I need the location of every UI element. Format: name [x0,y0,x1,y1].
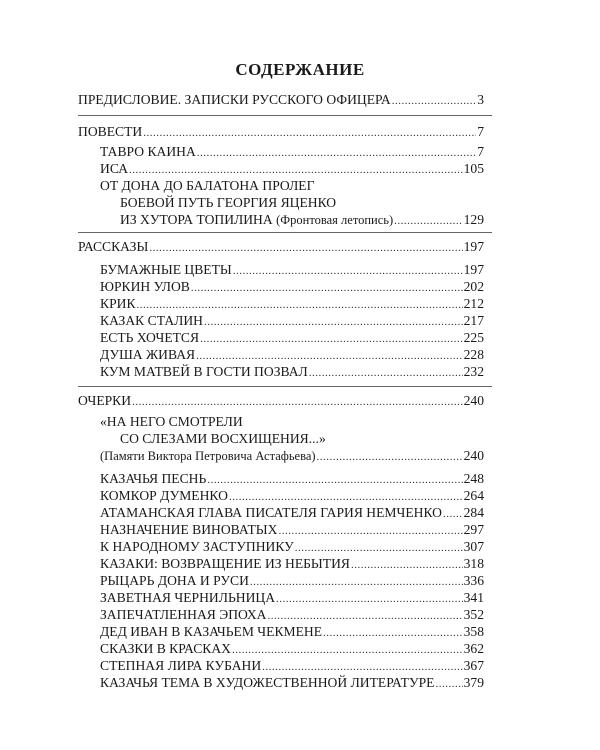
leader-dots [196,348,463,364]
toc-section-title: ПОВЕСТИ [78,124,143,139]
toc-section-ocherki [78,393,484,410]
toc-entry-page: 362 [463,641,484,656]
toc-entry-title: БУМАЖНЫЕ ЦВЕТЫ [100,262,232,277]
toc-entry-page: 379 [463,675,484,690]
toc-entry-title: КАЗАЧЬЯ ПЕСНЬ [100,471,207,486]
toc-entry-title: КРИК [100,296,136,311]
toc-entry-title: ЗАПЕЧАТЛЕННАЯ ЭПОХА [100,607,267,622]
toc-entry [100,539,484,556]
leader-dots [295,540,463,556]
toc-entry-page: 352 [463,607,484,622]
toc-entry-page: 225 [463,330,484,345]
leader-dots [229,489,463,505]
toc-entry-preface [78,92,484,109]
toc-entry [100,296,484,313]
leader-dots [392,93,477,109]
toc-entry-title: КОМКОР ДУМЕНКО [100,488,228,503]
toc-entry-title: АТАМАНСКАЯ ГЛАВА ПИСАТЕЛЯ ГАРИЯ НЕМЧЕНКО [100,505,443,520]
toc-entry-title: ЗАВЕТНАЯ ЧЕРНИЛЬНИЦА [100,590,276,605]
toc-entry-page: 232 [463,364,484,379]
toc-entry-line: ОТ ДОНА ДО БАЛАТОНА ПРОЛЕГ [100,178,315,193]
toc-entry [100,347,484,364]
leader-dots [394,213,462,229]
toc-entry-page: 3 [477,92,484,107]
toc-entry [100,313,484,330]
leader-dots [143,125,476,141]
leader-dots [207,472,462,488]
leader-dots [137,297,463,313]
leader-dots [233,263,463,279]
toc-entry-title: КАЗАЧЬЯ ТЕМА В ХУДОЖЕСТВЕННОЙ ЛИТЕРАТУРЕ [100,675,435,690]
leader-dots [267,608,462,624]
toc-entry-title: ПРЕДИСЛОВИЕ. ЗАПИСКИ РУССКОГО ОФИЦЕРА [78,92,391,107]
leader-dots [200,331,463,347]
toc-entry-title [120,212,393,228]
toc-entry [100,590,484,607]
toc-entry [100,488,484,505]
toc-entry-line: СО СЛЕЗАМИ ВОСХИЩЕНИЯ...» [120,431,326,446]
toc-entry-title-main: ИЗ ХУТОРА ТОПИЛИНА [120,212,277,227]
toc-entry [100,364,484,381]
toc-entry [100,522,484,539]
toc-entry-title: РЫЦАРЬ ДОНА И РУСИ [100,573,249,588]
toc-entry [100,505,484,522]
toc-entry-title: КУМ МАТВЕЙ В ГОСТИ ПОЗВАЛ [100,364,308,379]
toc-entry [100,624,484,641]
leader-dots [309,365,463,381]
leader-dots [278,523,462,539]
leader-dots [351,557,463,573]
leader-dots [197,145,476,161]
leader-dots [323,625,463,641]
toc-entry-title: ДУША ЖИВАЯ [100,347,196,362]
leader-dots [317,449,463,465]
leader-dots [435,676,462,692]
toc-entry-page: 284 [463,505,484,520]
toc-section-title: ОЧЕРКИ [78,393,132,408]
toc-entry-page: 248 [463,471,484,486]
toc-entry-page: 297 [463,522,484,537]
toc-section-page: 240 [463,393,484,408]
section-divider [78,115,492,116]
toc-entry [100,573,484,590]
toc-entry [100,144,484,161]
toc-section-povesti [78,124,484,141]
toc-section-page: 7 [477,124,484,139]
toc-entry [100,607,484,624]
toc-entry-title: НАЗНАЧЕНИЕ ВИНОВАТЫХ [100,522,278,537]
toc-entry-title: ЮРКИН УЛОВ [100,279,190,294]
toc-entry [100,448,484,465]
toc-entry-page: 264 [463,488,484,503]
toc-entry-title: ЕСТЬ ХОЧЕТСЯ [100,330,200,345]
toc-entry-page: 341 [463,590,484,605]
leader-dots [443,506,463,522]
toc-entry [100,279,484,296]
toc-entry-note: (Фронтовая летопись) [276,213,394,227]
page-title: СОДЕРЖАНИЕ [235,60,365,79]
toc-entry-title: СКАЗКИ В КРАСКАХ [100,641,231,656]
toc-entry-page: 7 [477,144,484,159]
toc-section-rasskazy [78,239,484,256]
toc-entry-title: ДЕД ИВАН В КАЗАЧЬЕМ ЧЕКМЕНЕ [100,624,323,639]
toc-entry-page: 202 [463,279,484,294]
toc-entry [120,212,484,229]
toc-entry [100,675,484,692]
toc-entry-title: СТЕПНАЯ ЛИРА КУБАНИ [100,658,262,673]
toc-entry-line: «НА НЕГО СМОТРЕЛИ [100,414,243,429]
leader-dots [204,314,463,330]
toc-entry [100,556,484,573]
toc-entry [100,330,484,347]
toc-entry [100,262,484,279]
toc-entry-title: КАЗАКИ: ВОЗВРАЩЕНИЕ ИЗ НЕБЫТИЯ [100,556,350,571]
leader-dots [129,162,463,178]
toc-entry-line: БОЕВОЙ ПУТЬ ГЕОРГИЯ ЯЦЕНКО [120,195,337,210]
section-divider [78,232,492,233]
toc-entry-page: 228 [463,347,484,362]
toc-entry-page: 336 [463,573,484,588]
toc-entry-page: 318 [463,556,484,571]
leader-dots [232,642,463,658]
leader-dots [250,574,463,590]
section-divider [78,386,492,387]
toc-entry-title: ИСА [100,161,129,176]
toc-entry-page: 240 [463,448,484,463]
toc-entry-page: 212 [463,296,484,311]
leader-dots [276,591,463,607]
toc-entry-page: 307 [463,539,484,554]
toc-entry-title: ТАВРО КАИНА [100,144,196,159]
leader-dots [191,280,463,296]
toc-entry-title: КАЗАК СТАЛИН [100,313,204,328]
toc-entry [100,641,484,658]
toc-entry [100,161,484,178]
leader-dots [132,394,463,410]
toc-entry-note: (Памяти Виктора Петровича Астафьева) [100,449,316,463]
toc-entry-page: 105 [463,161,484,176]
toc-section-page: 197 [463,239,484,254]
leader-dots [262,659,462,675]
toc-section-title: РАССКАЗЫ [78,239,149,254]
toc-entry-page: 197 [463,262,484,277]
toc-entry-page: 358 [463,624,484,639]
toc-entry-page: 367 [463,658,484,673]
toc-entry-title: К НАРОДНОМУ ЗАСТУПНИКУ [100,539,294,554]
toc-entry-page: 129 [463,212,484,227]
toc-entry [100,658,484,675]
toc-entry [100,471,484,488]
toc-entry-page: 217 [463,313,484,328]
leader-dots [149,240,462,256]
